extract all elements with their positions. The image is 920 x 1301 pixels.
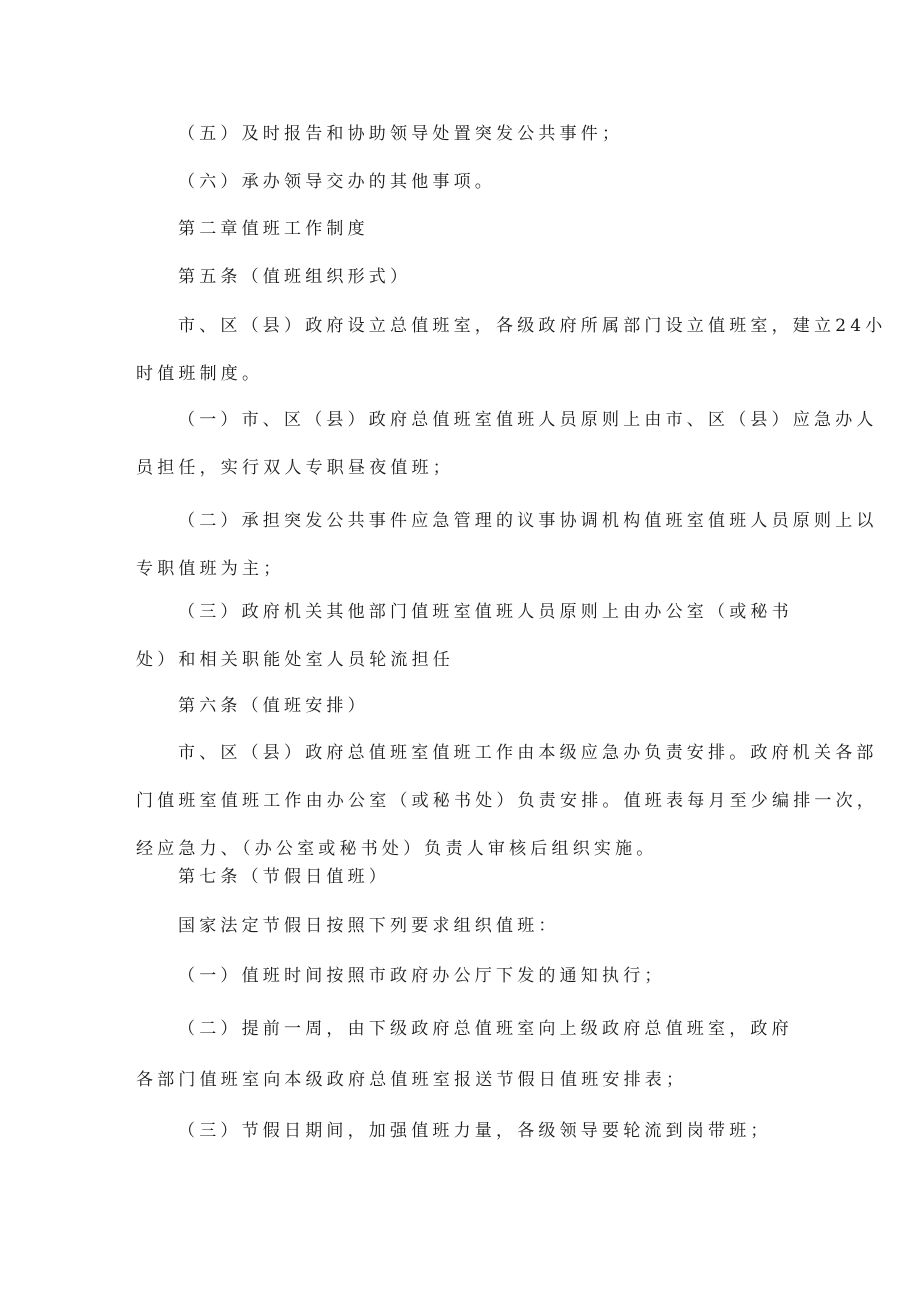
text-line: 时值班制度。 [136, 364, 264, 384]
article-heading: 第五条（值班组织形式） [178, 267, 412, 287]
text-line: 各部门值班室向本级政府总值班室报送节假日值班安排表； [136, 1070, 688, 1090]
text-line: （一）市、区（县）政府总值班室值班人员原则上由市、区（县）应急办人 [178, 410, 878, 430]
text-line: （五）及时报告和协助领导处置突发公共事件； [178, 124, 624, 144]
text-line: （一）值班时间按照市政府办公厅下发的通知执行； [178, 966, 666, 986]
text-line: （二）提前一周，由下级政府总值班室向上级政府总值班室，政府 [178, 1019, 793, 1039]
text-line: （六）承办领导交办的其他事项。 [178, 172, 496, 192]
text-line: 门值班室值班工作由办公室（或秘书处）负责安排。值班表每月至少编排一次， [136, 791, 878, 811]
article-heading: 第七条（节假日值班） [178, 867, 390, 887]
text-line: 处）和相关职能处室人员轮流担任 [136, 650, 454, 670]
text-line: （二）承担突发公共事件应急管理的议事协调机构值班室值班人员原则上以 [178, 511, 878, 531]
text-line: 国家法定节假日按照下列要求组织值班： [178, 916, 560, 936]
text-line: （三）节假日期间，加强值班力量，各级领导要轮流到岗带班； [178, 1121, 772, 1141]
text-line: （三）政府机关其他部门值班室值班人员原则上由办公室（或秘书 [178, 602, 793, 622]
article-heading: 第六条（值班安排） [178, 696, 369, 716]
text-line: 市、区（县）政府设立总值班室，各级政府所属部门设立值班室，建立24小 [178, 316, 887, 336]
text-line: 员担任，实行双人专职昼夜值班； [136, 458, 454, 478]
text-line: 专职值班为主； [136, 559, 285, 579]
text-line: 市、区（县）政府总值班室值班工作由本级应急办负责安排。政府机关各部 [178, 743, 878, 763]
text-line: 经应急力、（办公室或秘书处）负责人审核后组织实施。 [136, 839, 658, 859]
chapter-heading: 第二章值班工作制度 [178, 219, 369, 239]
